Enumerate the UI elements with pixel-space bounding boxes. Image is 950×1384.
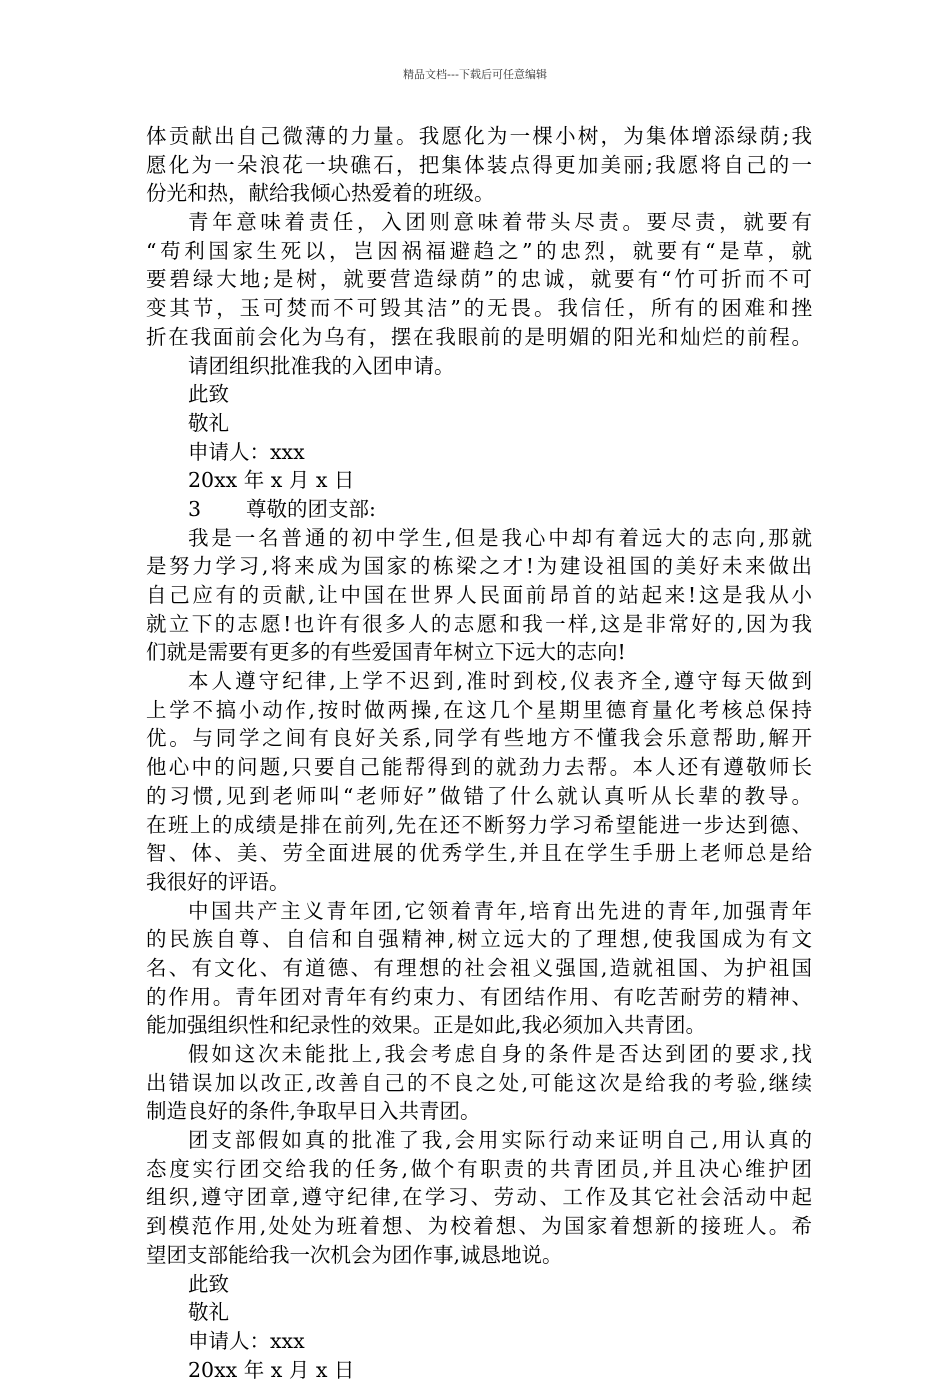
text-line: 自己应有的贡献,让中国在世界人民面前昂首的站起来!这是我从小 (146, 583, 812, 607)
text-line: 份光和热，献给我倾心热爱着的班级。 (146, 181, 495, 206)
document-body (146, 122, 812, 1384)
text-line: 他心中的问题,只要自己能帮得到的就劲力去帮。本人还有遵敬师长 (146, 755, 812, 780)
text-line: 敬礼 (188, 1300, 229, 1325)
text-line: 的作用。青年团对青年有约束力、有团结作用、有吃苦耐劳的精神、 (146, 984, 812, 1009)
section-heading: 尊敬的团支部: (246, 496, 376, 521)
text-line: 申请人：xxx (188, 439, 305, 464)
text-line: 能加强组织性和纪录性的效果。正是如此,我必须加入共青团。 (146, 1013, 707, 1038)
text-line: 假如这次未能批上,我会考虑自身的条件是否达到团的要求,找 (188, 1042, 812, 1066)
text-line: 组织,遵守团章,遵守纪律,在学习、劳动、工作及其它社会活动中起 (146, 1185, 812, 1210)
text-line: 折在我面前会化为乌有，摆在我眼前的是明媚的阳光和灿烂的前程。 (146, 324, 812, 349)
text-line (146, 495, 812, 524)
text-line: 我很好的评语。 (146, 869, 290, 894)
section-number: 3 (188, 496, 202, 521)
text-line: 优。与同学之间有良好关系,同学有些地方不懂我会乐意帮助,解开 (146, 726, 812, 751)
text-line: 智、体、美、劳全面进展的优秀学生,并且在学生手册上老师总是给 (146, 841, 812, 866)
text-line: 望团支部能给我一次机会为团作事,诚恳地说。 (146, 1242, 563, 1267)
text-line: 20xx 年 x 月 x 日 (188, 1357, 355, 1382)
text-line: 制造良好的条件,争取早日入共青团。 (146, 1099, 481, 1124)
text-line: 要碧绿大地;是树，就要营造绿荫”的忠诚，就要有“竹可折而不可 (146, 267, 812, 292)
text-line: 上学不搞小动作,按时做两操,在这几个星期里德育量化考核总保持 (146, 697, 812, 722)
text-line: 名、有文化、有道德、有理想的社会祖义强国,造就祖国、为护祖国 (146, 955, 812, 980)
text-line: 本人遵守纪律,上学不迟到,准时到校,仪表齐全,遵守每天做到 (188, 669, 812, 694)
page-header: 精品文档---下载后可任意编辑 (403, 68, 547, 81)
text-line: 是努力学习,将来成为国家的栋梁之才!为建设祖国的美好未来做出 (146, 554, 812, 579)
text-line: 此致 (188, 1271, 229, 1296)
text-line: 的习惯,见到老师叫“老师好”做错了什么就认真听从长辈的教导。 (146, 783, 812, 808)
text-line: 我是一名普通的初中学生,但是我心中却有着远大的志向,那就 (188, 525, 812, 550)
text-line: 青年意味着责任，入团则意味着带头尽责。要尽责，就要有 (188, 210, 812, 235)
text-line: 就立下的志愿!也许有很多人的志愿和我一样,这是非常好的,因为我 (146, 611, 812, 636)
text-line: 愿化为一朵浪花一块礁石，把集体装点得更加美丽;我愿将自己的一 (146, 152, 812, 177)
text-line: 敬礼 (188, 410, 229, 435)
text-line: 团支部假如真的批准了我,会用实际行动来证明自己,用认真的 (188, 1128, 812, 1153)
text-line: 请团组织批准我的入团申请。 (188, 353, 455, 378)
text-line: 申请人：xxx (188, 1328, 305, 1353)
text-line: 到模范作用,处处为班着想、为校着想、为国家着想新的接班人。希 (146, 1214, 812, 1239)
text-line: 态度实行团交给我的任务,做个有职责的共青团员,并且决心维护团 (146, 1156, 812, 1181)
text-line: 的民族自尊、自信和自强精神,树立远大的了理想,使我国成为有文 (146, 927, 812, 952)
text-line: 20xx 年 x 月 x 日 (188, 468, 355, 493)
text-line: “苟利国家生死以，岂因祸福避趋之”的忠烈，就要有“是草，就 (146, 238, 812, 263)
text-line: 此致 (188, 382, 229, 407)
text-line: 在班上的成绩是排在前列,先在还不断努力学习希望能进一步达到德、 (146, 812, 812, 837)
text-line: 出错误加以改正,改善自己的不良之处,可能这次是给我的考验,继续 (146, 1070, 812, 1095)
text-line: 中国共产主义青年团,它领着青年,培育出先进的青年,加强青年 (188, 898, 812, 923)
text-line: 们就是需要有更多的有些爱国青年树立下远大的志向! (146, 640, 626, 665)
text-line: 体贡献出自己微薄的力量。我愿化为一棵小树，为集体增添绿荫;我 (146, 124, 812, 148)
text-line: 变其节，玉可焚而不可毁其洁”的无畏。我信任，所有的困难和挫 (146, 296, 812, 321)
